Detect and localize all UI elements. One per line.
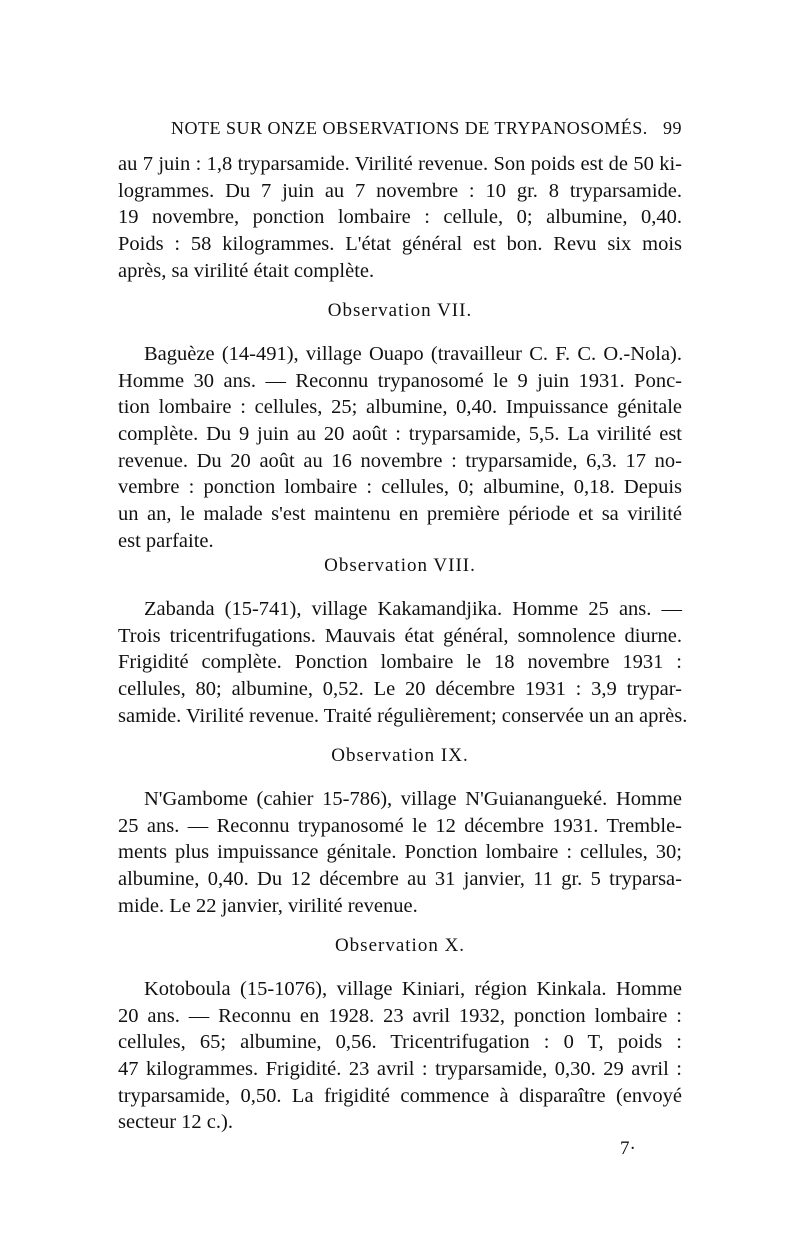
paragraph-continuation <box>118 151 682 284</box>
text-line: Kotoboula (15-1076), village Kiniari, région Kinkala. Homme <box>144 978 682 1000</box>
text-line: logrammes. Du 7 juin au 7 novembre : 10 gr. 8 tryparsamide. <box>118 179 682 202</box>
page-header <box>171 118 682 142</box>
text-line: un an, le malade s'est maintenu en première période et sa virilité <box>118 503 682 526</box>
text-line: Zabanda (15-741), village Kakamandjika. Homme 25 ans. — <box>144 598 682 620</box>
text-line: tion lombaire : cellules, 25; albumine, 0,40. Impuissance génitale <box>118 396 682 419</box>
text-line: au 7 juin : 1,8 tryparsamide. Virilité revenue. Son poids est de 50 ki- <box>118 153 682 175</box>
text-line: cellules, 80; albumine, 0,52. Le 20 décembre 1931 : 3,9 trypar- <box>118 678 682 701</box>
text-line: Trois tricentrifugations. Mauvais état général, somnolence diurne. <box>118 624 682 647</box>
section-heading: Observation VIII. <box>324 555 476 576</box>
text-line: complète. Du 9 juin au 20 août : tryparsamide, 5,5. La virilité est <box>118 423 682 446</box>
text-line: mide. Le 22 janvier, virilité revenue. <box>118 894 418 917</box>
page-number: 99 <box>663 118 682 138</box>
signature-mark: 7· <box>620 1138 636 1159</box>
text-line: N'Gambome (cahier 15-786), village N'Guianangueké. Homme <box>144 788 682 810</box>
text-line: Baguèze (14-491), village Ouapo (travailleur C. F. C. O.-Nola). <box>144 343 682 365</box>
section-heading: Observation VII. <box>327 300 473 321</box>
observation-paragraph <box>118 596 688 729</box>
text-line: samide. Virilité revenue. Traité régulièrement; conservée un an après. <box>118 704 688 727</box>
text-line: 47 kilogrammes. Frigidité. 23 avril : tryparsamide, 0,30. 29 avril : <box>118 1058 682 1081</box>
text-line: vembre : ponction lombaire : cellules, 0; albumine, 0,18. Depuis <box>118 476 682 499</box>
section-heading: Observation X. <box>334 935 466 956</box>
text-line: 20 ans. — Reconnu en 1928. 23 avril 1932, ponction lombaire : <box>118 1004 682 1027</box>
text-line: ments plus impuissance génitale. Ponction lombaire : cellules, 30; <box>118 841 682 864</box>
text-line: tryparsamide, 0,50. La frigidité commence à disparaître (envoyé <box>118 1084 682 1107</box>
text-line: cellules, 65; albumine, 0,56. Tricentrifugation : 0 T, poids : <box>118 1031 682 1054</box>
section-heading: Observation IX. <box>331 745 469 766</box>
text-line: Poids : 58 kilogrammes. L'état général est bon. Revu six mois <box>118 233 682 256</box>
text-line: 19 novembre, ponction lombaire : cellule, 0; albumine, 0,40. <box>118 206 682 229</box>
text-line: secteur 12 c.). <box>118 1111 233 1134</box>
text-line: Homme 30 ans. — Reconnu trypanosomé le 9 juin 1931. Ponc- <box>118 369 682 392</box>
observation-paragraph <box>118 976 682 1136</box>
text-line: Frigidité complète. Ponction lombaire le 18 novembre 1931 : <box>118 651 682 674</box>
observation-paragraph <box>118 341 682 555</box>
text-line: est parfaite. <box>118 529 214 552</box>
text-line: 25 ans. — Reconnu trypanosomé le 12 décembre 1931. Tremble- <box>118 814 682 837</box>
text-line: revenue. Du 20 août au 16 novembre : tryparsamide, 6,3. 17 no- <box>118 449 682 472</box>
observation-paragraph <box>118 786 682 919</box>
text-line: après, sa virilité était complète. <box>118 259 375 282</box>
running-title: NOTE SUR ONZE OBSERVATIONS DE TRYPANOSOMÉS. <box>171 118 648 138</box>
text-line: albumine, 0,40. Du 12 décembre au 31 janvier, 11 gr. 5 tryparsa- <box>118 868 682 891</box>
